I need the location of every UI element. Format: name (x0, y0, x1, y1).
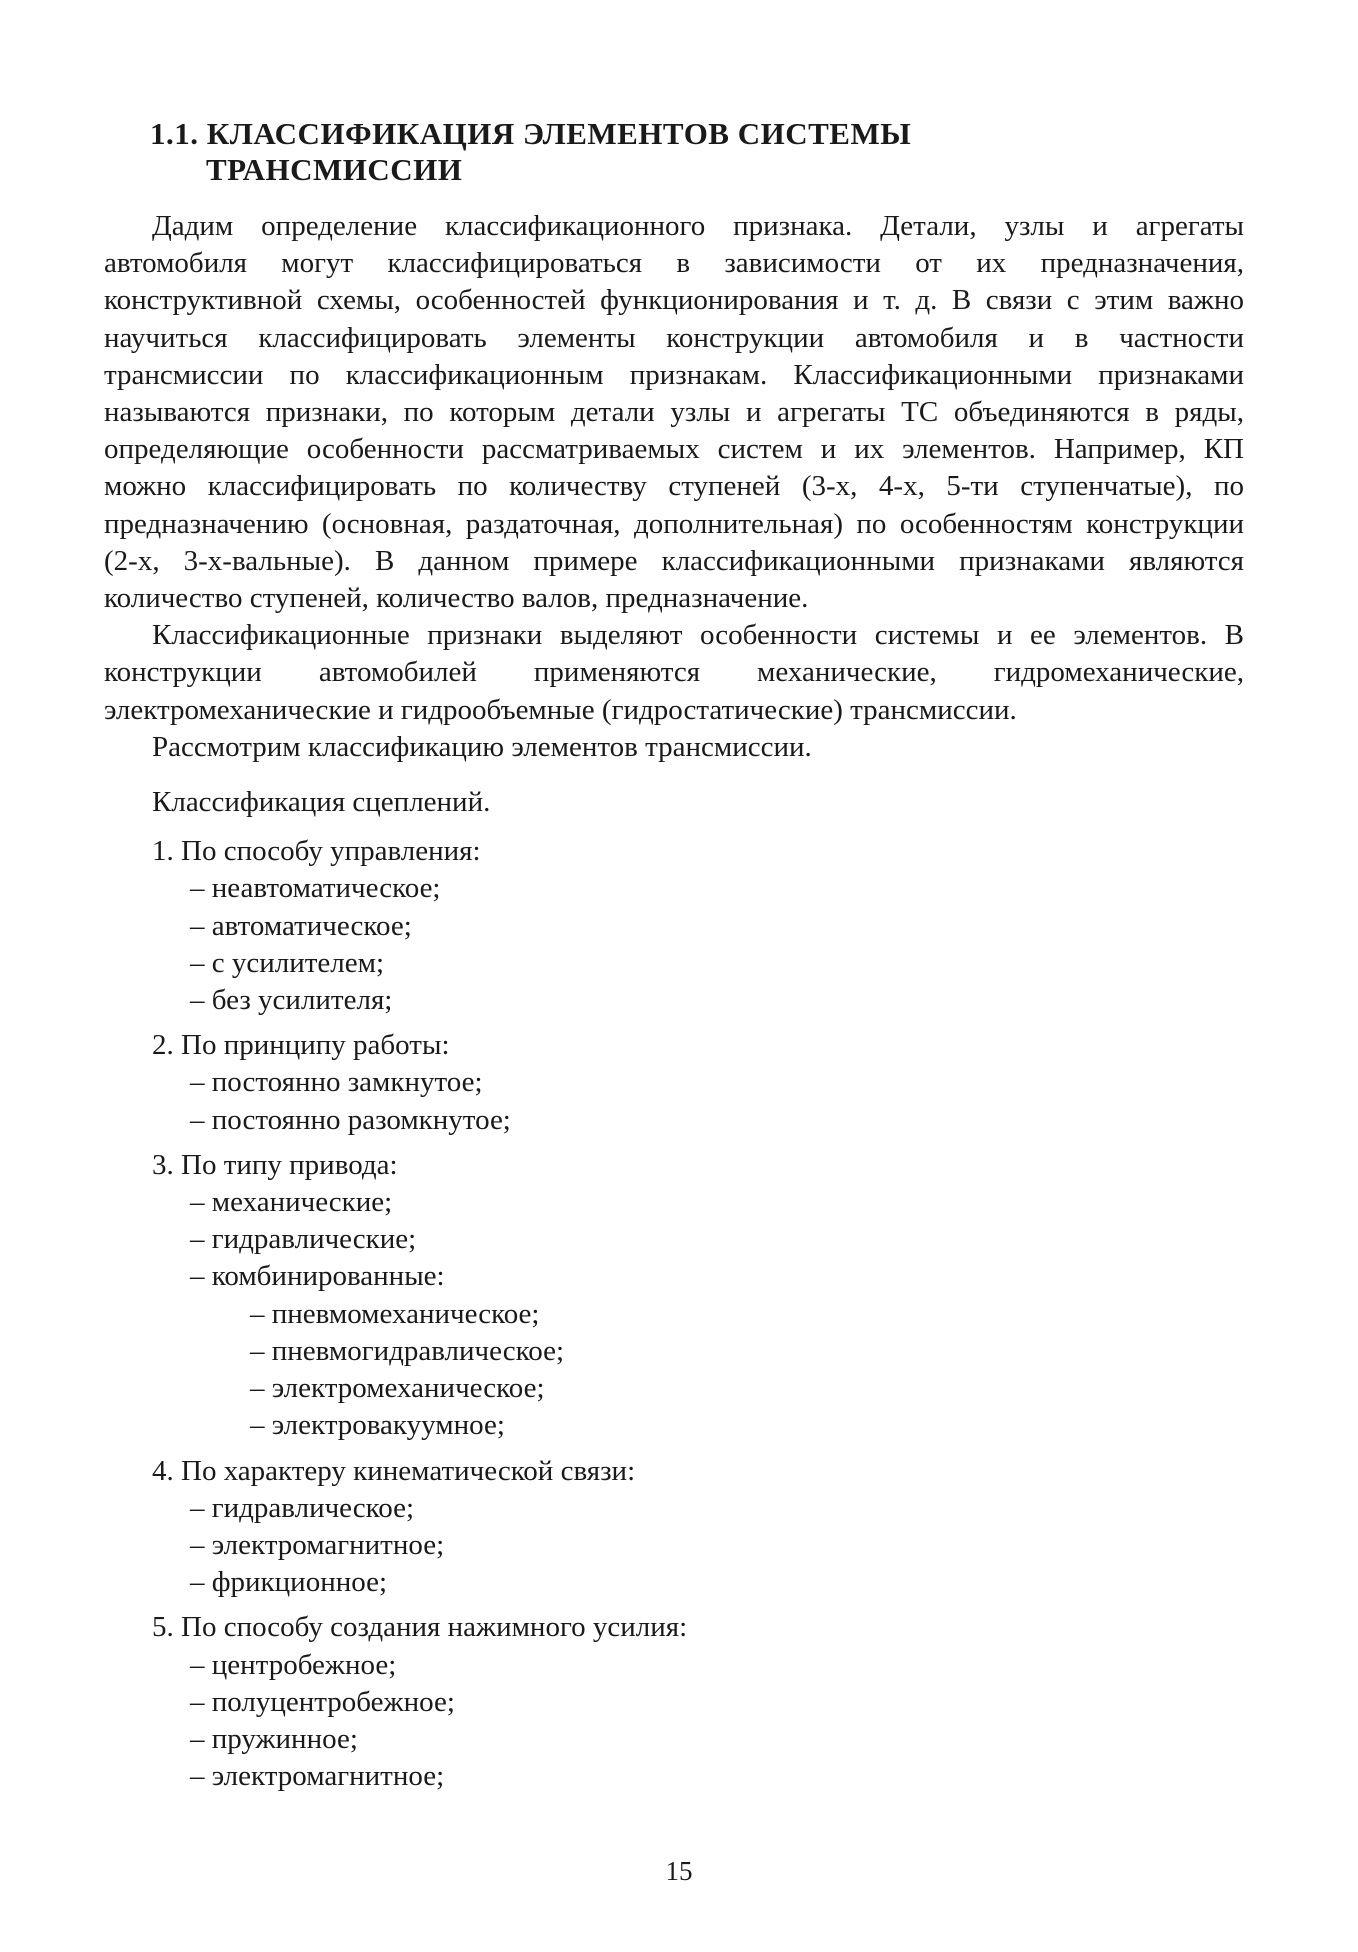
list-item: – комбинированные: (190, 1260, 445, 1293)
list-item: – неавтоматическое; (190, 872, 441, 905)
page-number: 15 (665, 1856, 693, 1886)
classification-group (104, 1027, 1244, 1139)
paragraph: Классификационные признаки выделяют особенности системы и ее элементов. В конструкции автомобилей применяются механические, гидромеханические, электромеханические и гидрообъемные (гидростатические) трансмиссии. (104, 619, 1244, 726)
body-text (104, 208, 1244, 1803)
section-heading (150, 116, 1250, 188)
group-title: 4. По характеру кинематической связи: (152, 1454, 636, 1487)
list-item: – фрикционное; (190, 1566, 388, 1599)
list-item: – механические; (190, 1186, 393, 1219)
group-title: 5. По способу создания нажимного усилия: (152, 1611, 688, 1644)
group-title: 3. По типу привода: (152, 1148, 398, 1181)
list-item: – постоянно разомкнутое; (190, 1103, 511, 1136)
sub-list-item: – электромеханическое; (250, 1372, 545, 1405)
paragraph: Дадим определение классификационного признака. Детали, узлы и агрегаты автомобиля могут классифицироваться в зависимости от их предназначения, конструктивной схемы, особенностей функционирования и т. д. В связи с этим важно научиться классифицировать элементы конструкции автомобиля и в частности трансмиссии по классификационным признакам. Классификационными признаками называются признаки, по которым детали узлы и агрегаты ТС объединяются в ряды, определяющие особенности рассматриваемых систем и их элементов. Например, КП можно классифицировать по количеству ступеней (3-х, 4-х, 5-ти ступенчатые), по предназначению (основная, раздаточная, дополнительная) по особенностям конструкции (2-х, 3-х-вальные). В данном примере классификационными признаками являются количество ступеней, количество валов, предназначение. (104, 210, 1244, 615)
group-title: 2. По принципу работы: (152, 1029, 450, 1062)
classification-title: Классификация сцеплений. (152, 786, 491, 819)
group-title: 1. По способу управления: (152, 835, 481, 868)
section-heading-line-2: ТРАНСМИССИИ (206, 152, 463, 187)
sub-list-item: – пневмогидравлическое; (250, 1334, 565, 1367)
sub-list-item: – пневмомеханическое; (250, 1297, 540, 1330)
list-item: – электромагнитное; (190, 1528, 445, 1561)
list-item: – центробежное; (190, 1648, 397, 1681)
list-item: – гидравлические; (190, 1223, 417, 1256)
list-item: – пружинное; (190, 1722, 358, 1755)
list-item: – автоматическое; (190, 909, 412, 942)
list-item: – полуцентробежное; (190, 1685, 455, 1718)
paragraph: Рассмотрим классификацию элементов трансмиссии. (152, 730, 812, 763)
classification-group (104, 833, 1244, 1019)
sub-list-item: – электровакуумное; (250, 1409, 505, 1442)
classification-group (104, 1609, 1244, 1795)
list-item: – постоянно замкнутое; (190, 1066, 483, 1099)
classification-group (104, 1453, 1244, 1602)
list-item: – с усилителем; (190, 946, 385, 979)
section-heading-line-1: 1.1. КЛАССИФИКАЦИЯ ЭЛЕМЕНТОВ СИСТЕМЫ (150, 116, 912, 151)
list-item: – без усилителя; (190, 984, 393, 1017)
list-item: – электромагнитное; (190, 1760, 445, 1793)
list-item: – гидравлическое; (190, 1491, 415, 1524)
classification-group (104, 1147, 1244, 1445)
